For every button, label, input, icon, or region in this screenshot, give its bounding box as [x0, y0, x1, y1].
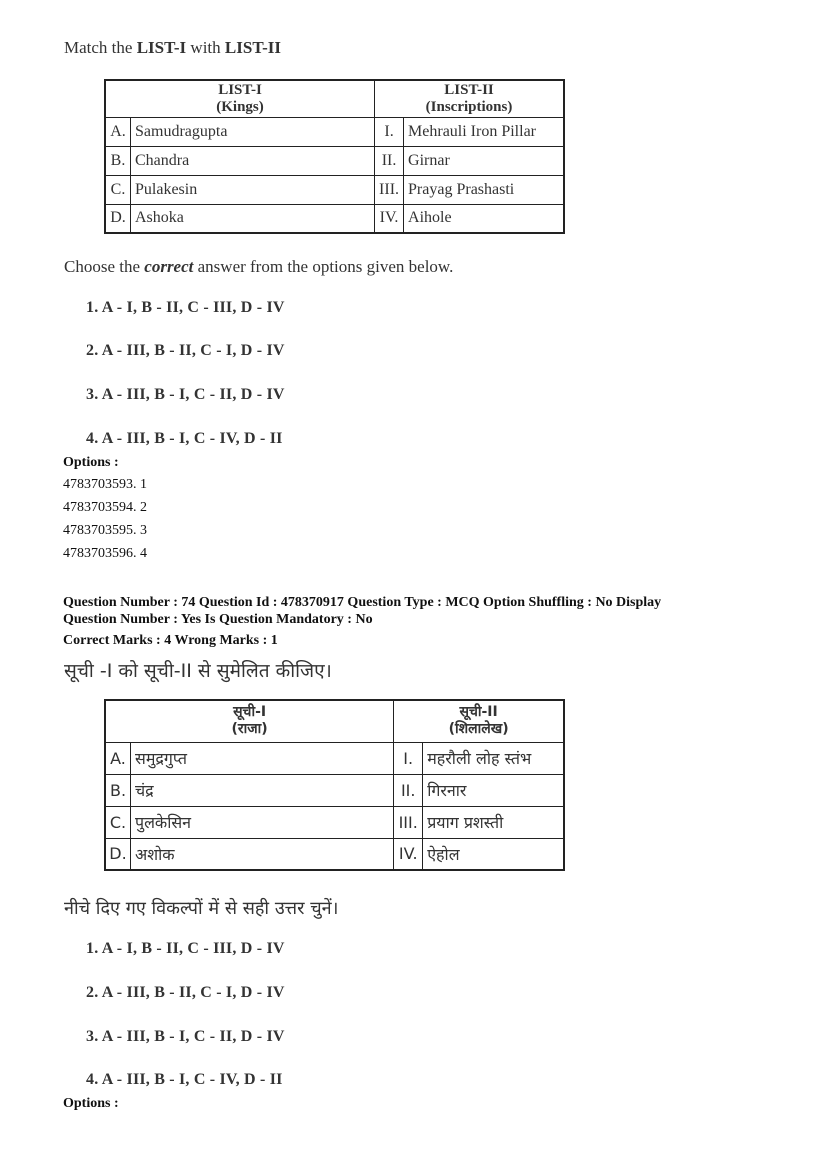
q74-choice-3: 3. A - III, B - I, C - II, D - IV — [86, 1028, 285, 1045]
q74-meta-line-2: Question Number : Yes Is Question Mandatory : No — [63, 612, 373, 627]
table-row: D. अशोक IV. ऐहोल — [105, 838, 564, 870]
table-row: D. Ashoka IV. Aihole — [105, 204, 564, 233]
table-row: A. Samudragupta I. Mehrauli Iron Pillar — [105, 117, 564, 146]
q73-heading: Match the LIST-I with LIST-II — [64, 38, 281, 57]
q74-meta-line-3: Correct Marks : 4 Wrong Marks : 1 — [63, 633, 278, 648]
q74-choice-4: 4. A - III, B - I, C - IV, D - II — [86, 1071, 283, 1088]
q73-choice-2: 2. A - III, B - II, C - I, D - IV — [86, 342, 285, 359]
q73-option-id-2: 4783703594. 2 — [63, 500, 147, 515]
q74-options-label: Options : — [63, 1096, 119, 1111]
q73-col2-header: LIST-II (Inscriptions) — [375, 80, 564, 117]
table-row: B. Chandra II. Girnar — [105, 146, 564, 175]
q74-choice-2: 2. A - III, B - II, C - I, D - IV — [86, 984, 285, 1001]
q74-col1-header: सूची-I (राजा) — [105, 700, 394, 742]
q73-options-label: Options : — [63, 455, 119, 470]
table-row: B. चंद्र II. गिरनार — [105, 774, 564, 806]
q74-col2-header: सूची-II (शिलालेख) — [394, 700, 564, 742]
q73-option-id-1: 4783703593. 1 — [63, 477, 147, 492]
q74-match-table — [104, 699, 565, 871]
q74-instruction: नीचे दिए गए विकल्पों में से सही उत्तर चुनें। — [64, 898, 339, 919]
table-row: C. Pulakesin III. Prayag Prashasti — [105, 175, 564, 204]
table-row: A. समुद्रगुप्त I. महरौली लोह स्तंभ — [105, 742, 564, 774]
q74-meta-line-1: Question Number : 74 Question Id : 478370917 Question Type : MCQ Option Shuffling : No Display — [63, 595, 662, 610]
q73-option-id-3: 4783703595. 3 — [63, 523, 147, 538]
q74-choice-1: 1. A - I, B - II, C - III, D - IV — [86, 940, 285, 957]
q73-choice-4: 4. A - III, B - I, C - IV, D - II — [86, 430, 283, 447]
q74-heading: सूची -I को सूची-II से सुमेलित कीजिए। — [64, 660, 332, 682]
q73-match-table — [104, 79, 565, 234]
q73-option-id-4: 4783703596. 4 — [63, 546, 147, 561]
table-row: C. पुलकेसिन III. प्रयाग प्रशस्ती — [105, 806, 564, 838]
q73-choice-1: 1. A - I, B - II, C - III, D - IV — [86, 299, 285, 316]
q73-instruction: Choose the correct answer from the options given below. — [64, 257, 454, 276]
q73-choice-3: 3. A - III, B - I, C - II, D - IV — [86, 386, 285, 403]
q73-col1-header: LIST-I (Kings) — [105, 80, 375, 117]
